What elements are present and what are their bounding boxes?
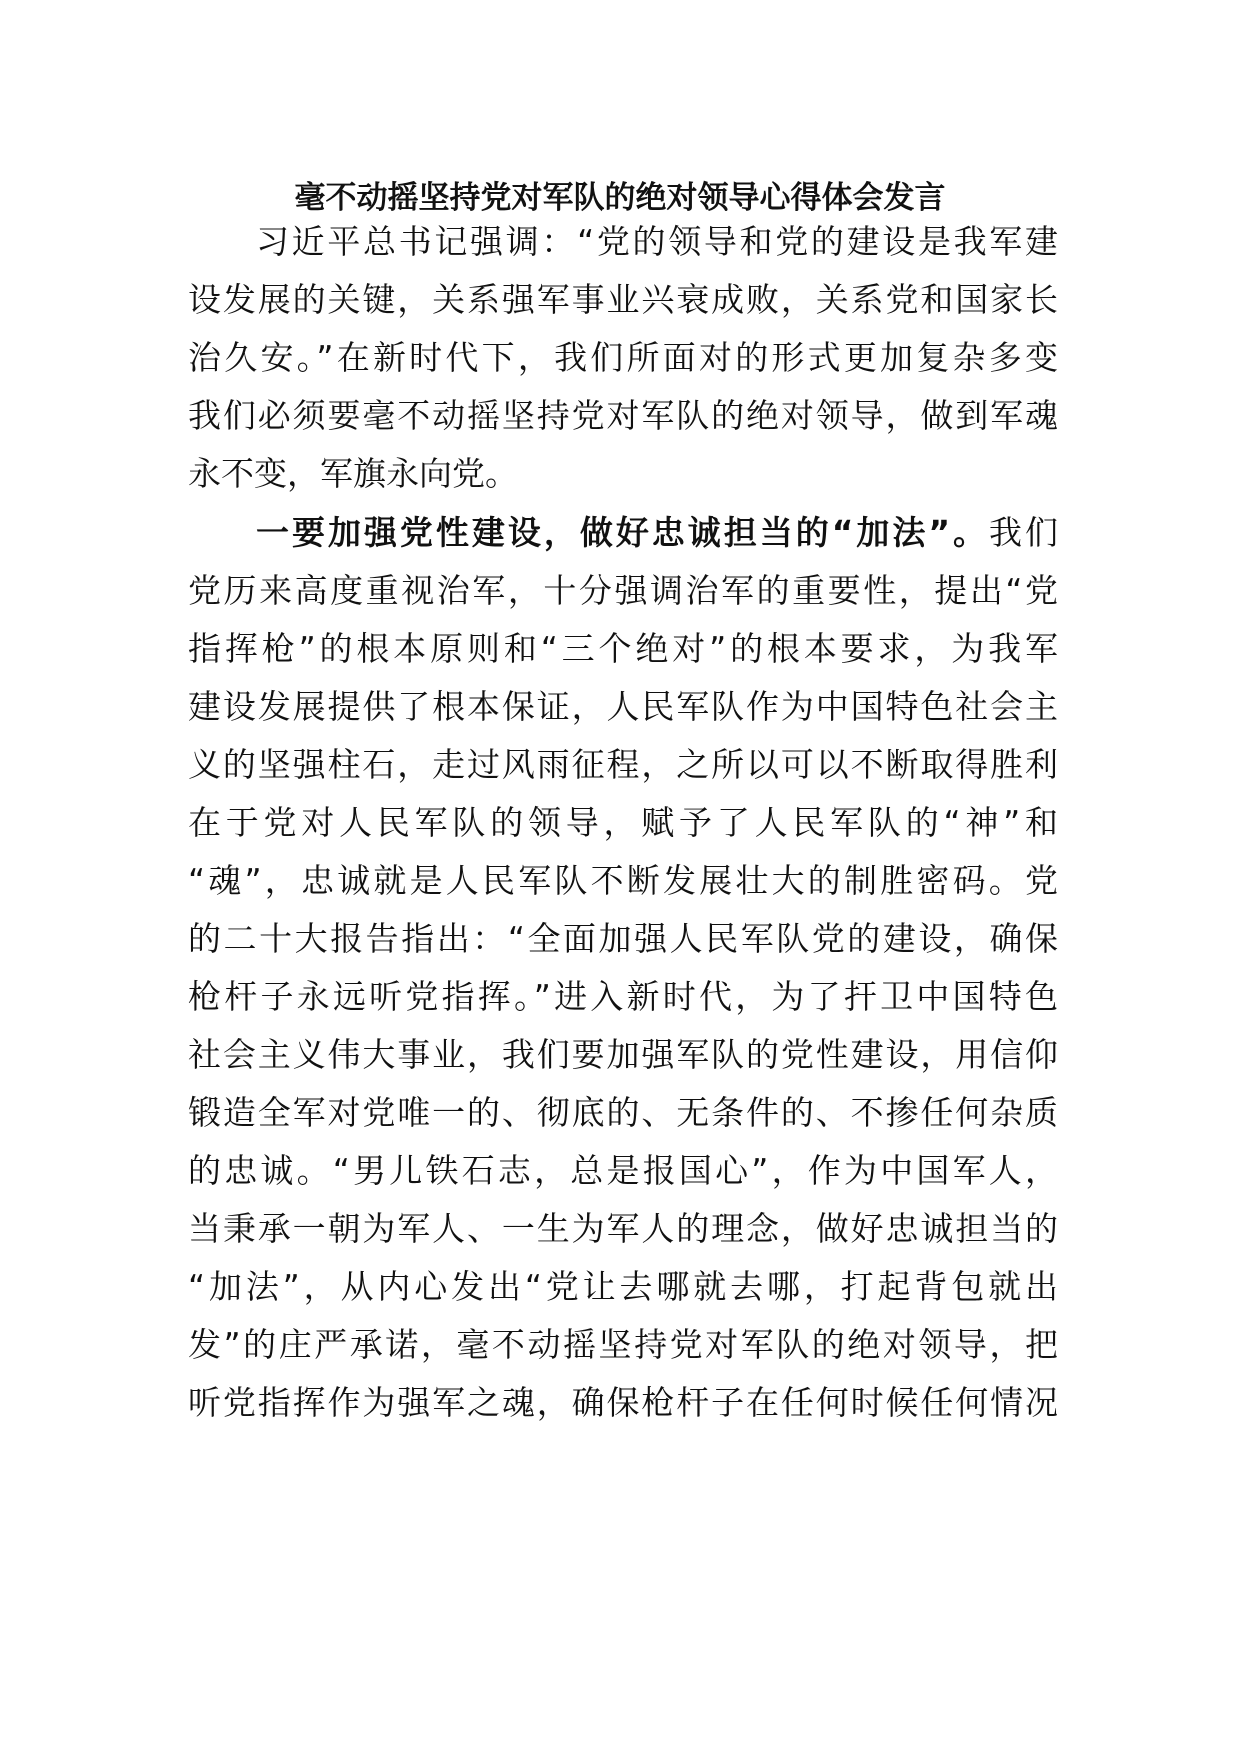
paragraph-2-line-2: 党历来高度重视治军，十分强调治军的重要性，提出“党 bbox=[188, 571, 1058, 610]
paragraph-2-line-4: 建设发展提供了根本保证，人民军队作为中国特色社会主 bbox=[188, 687, 1058, 726]
paragraph-2-line-15: 发”的庄严承诺，毫不动摇坚持党对军队的绝对领导，把 bbox=[188, 1325, 1058, 1364]
paragraph-2-line-1 bbox=[256, 501, 1058, 565]
paragraph-2-line-14: “加法”，从内心发出“党让去哪就去哪，打起背包就出 bbox=[188, 1267, 1058, 1306]
paragraph-2-line-16: 听党指挥作为强军之魂，确保枪杆子在任何时候任何情况 bbox=[188, 1383, 1058, 1422]
paragraph-1-line-2: 设发展的关键，关系强军事业兴衰成败，关系党和国家长 bbox=[188, 280, 1058, 319]
paragraph-1-line-1: 习近平总书记强调：“党的领导和党的建设是我军建 bbox=[256, 222, 1058, 261]
paragraph-2-line-5: 义的坚强柱石，走过风雨征程，之所以可以不断取得胜利 bbox=[188, 745, 1058, 784]
paragraph-2-line-11: 锻造全军对党唯一的、彻底的、无条件的、不掺任何杂质 bbox=[188, 1093, 1058, 1132]
paragraph-1-line-4: 我们必须要毫不动摇坚持党对军队的绝对领导，做到军魂 bbox=[188, 396, 1058, 435]
document-title: 毫不动摇坚持党对军队的绝对领导心得体会发言 bbox=[294, 180, 946, 216]
paragraph-2-line-9: 枪杆子永远听党指挥。”进入新时代，为了扞卫中国特色 bbox=[188, 977, 1058, 1016]
paragraph-1-line-5: 永不变，军旗永向党。 bbox=[188, 454, 518, 493]
paragraph-1-line-3: 治久安。”在新时代下，我们所面对的形式更加复杂多变 bbox=[188, 338, 1058, 377]
paragraph-2-line-12: 的忠诚。“男儿铁石志，总是报国心”，作为中国军人， bbox=[188, 1151, 1058, 1190]
paragraph-2-line-13: 当秉承一朝为军人、一生为军人的理念，做好忠诚担当的 bbox=[188, 1209, 1058, 1248]
section-heading: 一要加强党性建设，做好忠诚担当的“加法”。 bbox=[256, 513, 990, 552]
paragraph-2-line-3: 指挥枪”的根本原则和“三个绝对”的根本要求，为我军 bbox=[188, 629, 1058, 668]
paragraph-2-line-7: “魂”，忠诚就是人民军队不断发展壮大的制胜密码。党 bbox=[188, 861, 1058, 900]
paragraph-2-line-8: 的二十大报告指出：“全面加强人民军队党的建设，确保 bbox=[188, 919, 1058, 958]
paragraph-2-lead-text: 我们 bbox=[989, 513, 1058, 552]
paragraph-2-line-10: 社会主义伟大事业，我们要加强军队的党性建设，用信仰 bbox=[188, 1035, 1058, 1074]
paragraph-2-line-6: 在于党对人民军队的领导，赋予了人民军队的“神”和 bbox=[188, 803, 1058, 842]
